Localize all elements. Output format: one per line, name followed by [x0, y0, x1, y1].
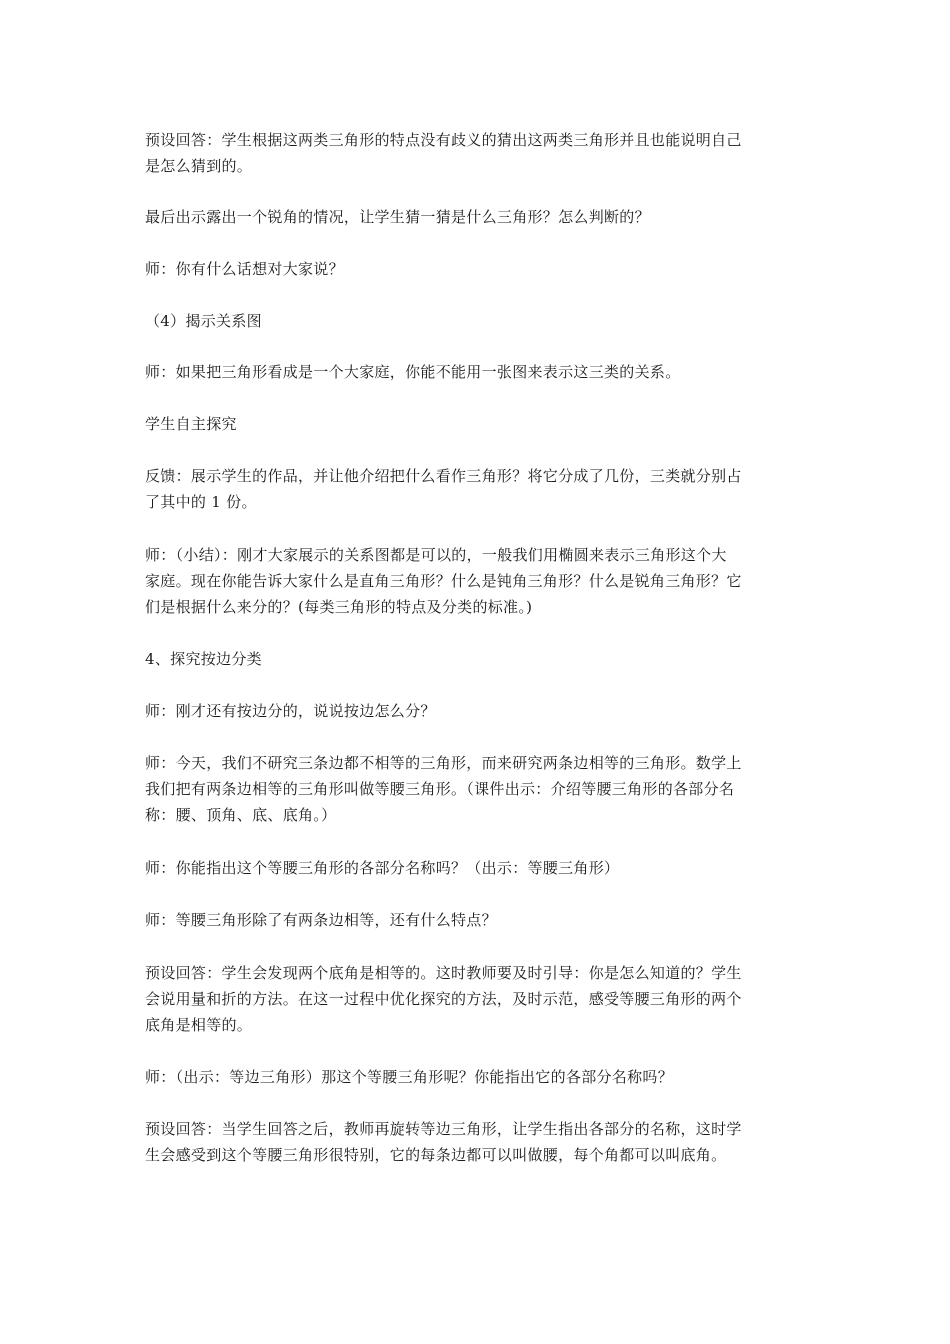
- paragraph-7: [145, 463, 805, 515]
- section-heading: 4、探究按边分类: [145, 650, 262, 668]
- text-line: 师：（出示：等边三角形）那这个等腰三角形呢？你能指出它的各部分名称吗？: [145, 1068, 674, 1086]
- paragraph-15: [145, 1064, 805, 1090]
- text-line: 是怎么猜到的。: [145, 157, 253, 175]
- section-heading: （4）揭示关系图: [145, 312, 262, 330]
- paragraph-6: [145, 411, 805, 437]
- text-line: 预设回答：当学生回答之后，教师再旋转等边三角形，让学生指出各部分的名称，这时学: [145, 1120, 742, 1138]
- text-line: 师：今天，我们不研究三条边都不相等的三角形，而来研究两条边相等的三角形。数学上: [145, 754, 742, 772]
- paragraph-16: [145, 1116, 805, 1168]
- paragraph-14: [145, 960, 805, 1038]
- text-line: 会说用量和折的方法。在这一过程中优化探究的方法，及时示范，感受等腰三角形的两个: [145, 990, 742, 1008]
- text-line: 师：如果把三角形看成是一个大家庭，你能不能用一张图来表示这三类的关系。: [145, 363, 681, 381]
- text-line: 预设回答：学生根据这两类三角形的特点没有歧义的猜出这两类三角形并且也能说明自己: [145, 131, 742, 149]
- text-line: 们是根据什么来分的？(每类三角形的特点及分类的标准。): [145, 598, 533, 616]
- paragraph-13: [145, 907, 805, 933]
- text-line: 了其中的 1 份。: [145, 493, 257, 511]
- paragraph-3: [145, 256, 805, 282]
- text-line: 师：刚才还有按边分的，说说按边怎么分？: [145, 702, 436, 720]
- paragraph-1: [145, 127, 805, 179]
- paragraph-9: [145, 646, 805, 672]
- paragraph-8: [145, 542, 805, 620]
- paragraph-10: [145, 698, 805, 724]
- text-line: 师：你能指出这个等腰三角形的各部分名称吗？（出示：等腰三角形）: [145, 859, 620, 877]
- text-line: 学生自主探究: [145, 415, 237, 433]
- paragraph-2: [145, 204, 805, 230]
- text-line: 最后出示露出一个锐角的情况，让学生猜一猜是什么三角形？怎么判断的？: [145, 208, 650, 226]
- text-line: 称：腰、顶角、底、底角。）: [145, 806, 337, 824]
- paragraph-4: [145, 308, 805, 334]
- text-line: 我们把有两条边相等的三角形叫做等腰三角形。（课件出示：介绍等腰三角形的各部分名: [145, 780, 735, 798]
- paragraph-12: [145, 855, 805, 881]
- text-line: 师：等腰三角形除了有两条边相等，还有什么特点？: [145, 911, 497, 929]
- text-line: 生会感受到这个等腰三角形很特别，它的每条边都可以叫做腰，每个角都可以叫底角。: [145, 1146, 727, 1164]
- text-line: 师：（小结）：刚才大家展示的关系图都是可以的，一般我们用椭圆来表示三角形这个大: [145, 546, 727, 564]
- text-line: 底角是相等的。: [145, 1016, 253, 1034]
- text-line: 师：你有什么话想对大家说？: [145, 260, 344, 278]
- paragraph-11: [145, 750, 805, 828]
- text-line: 预设回答：学生会发现两个底角是相等的。这时教师要及时引导：你是怎么知道的？学生: [145, 964, 742, 982]
- text-line: 反馈：展示学生的作品，并让他介绍把什么看作三角形？将它分成了几份，三类就分别占: [145, 467, 742, 485]
- text-line: 家庭。现在你能告诉大家什么是直角三角形？什么是钝角三角形？什么是锐角三角形？它: [145, 572, 742, 590]
- paragraph-5: [145, 359, 805, 385]
